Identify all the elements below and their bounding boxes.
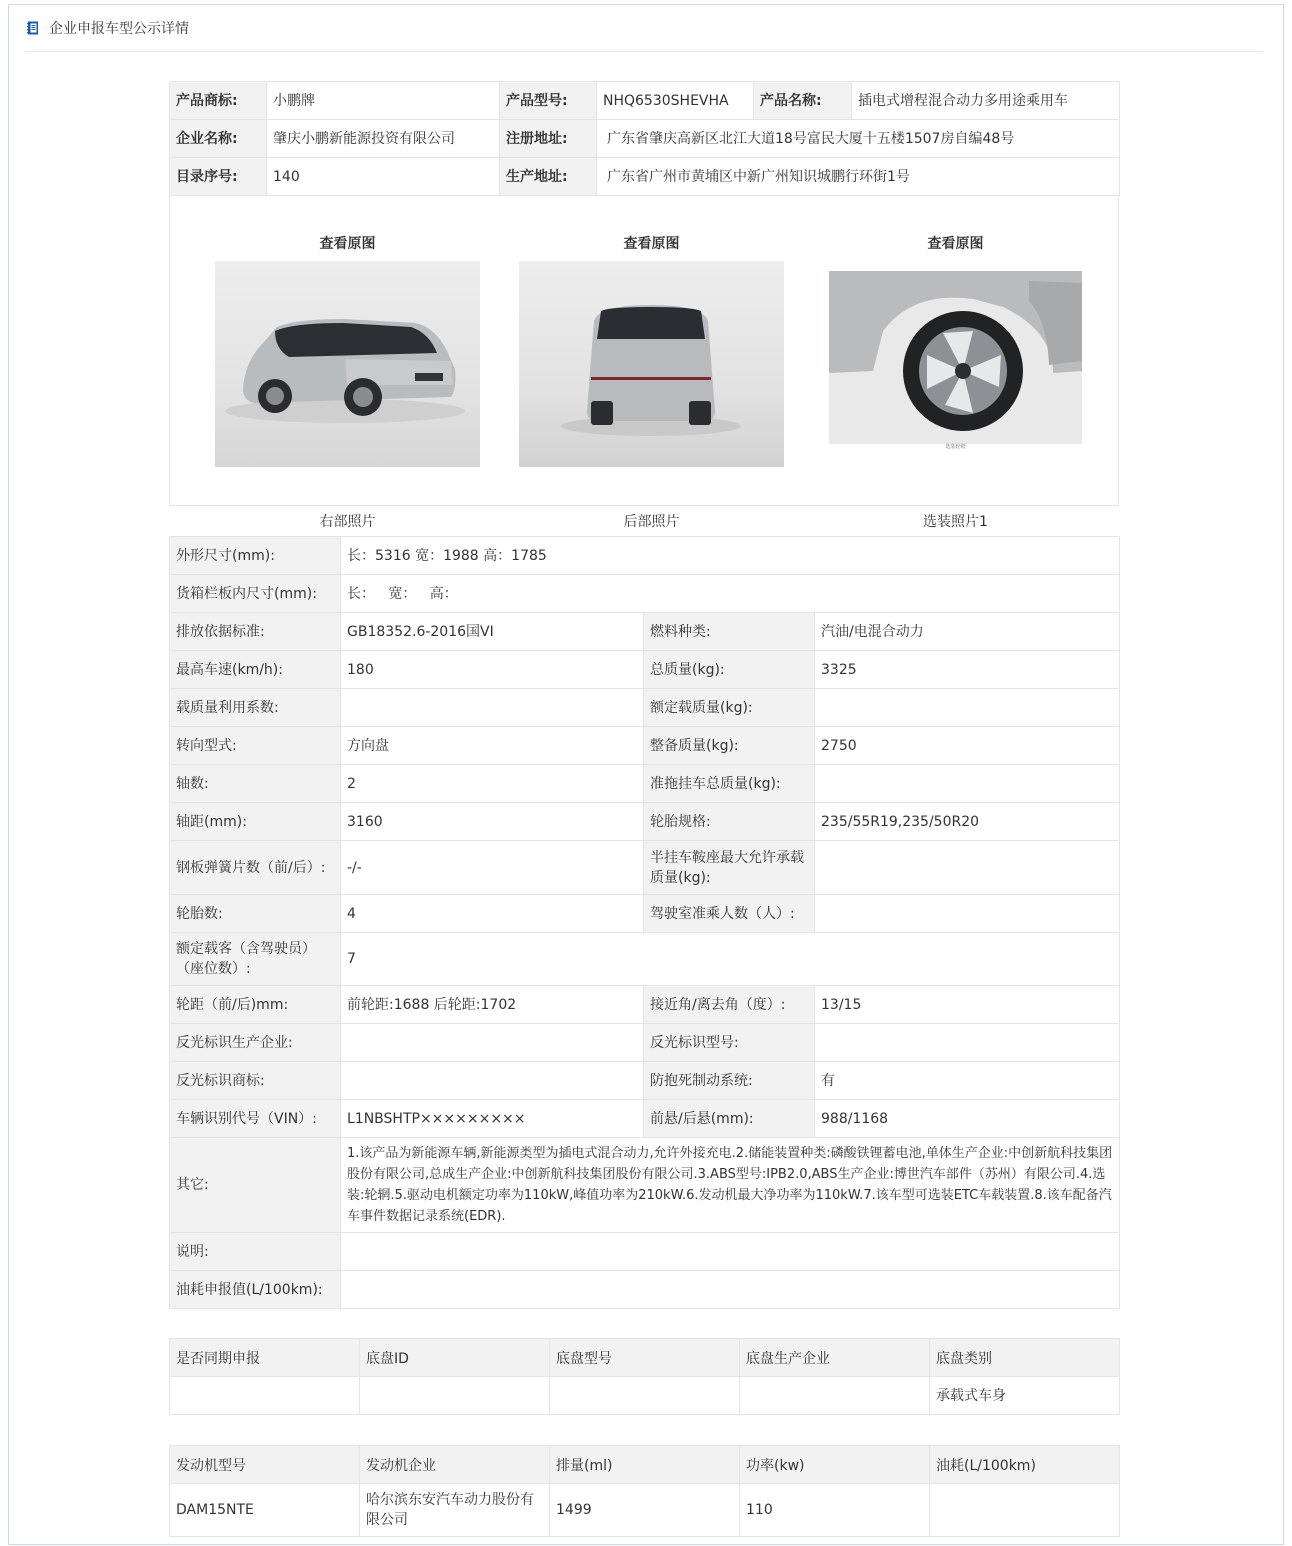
table-row bbox=[170, 689, 1120, 727]
consumption-label: 油耗申报值(L/100km): bbox=[170, 1271, 341, 1309]
dimension-value: 长：5316 宽：1988 高：1785 bbox=[341, 537, 1120, 575]
photo-right bbox=[215, 233, 480, 530]
total-mass-label: 总质量(kg): bbox=[644, 651, 815, 689]
reg-addr-label: 注册地址: bbox=[500, 120, 597, 158]
table-cell: 承载式车身 bbox=[930, 1377, 1120, 1415]
table-cell: 1499 bbox=[550, 1484, 740, 1537]
prod-addr-value: 广东省广州市黄埔区中新广州知识城鹏行环街1号 bbox=[597, 158, 1120, 196]
spring-value: -/- bbox=[341, 841, 644, 895]
table-row bbox=[170, 986, 1120, 1024]
wheelbase-value: 3160 bbox=[341, 803, 644, 841]
catalog-value: 140 bbox=[267, 158, 500, 196]
car-rear-image[interactable] bbox=[519, 261, 784, 467]
chassis-table bbox=[169, 1338, 1120, 1415]
table-row bbox=[170, 1100, 1120, 1138]
curb-value: 2750 bbox=[815, 727, 1120, 765]
table-row bbox=[170, 82, 1120, 120]
overhang-value: 988/1168 bbox=[815, 1100, 1120, 1138]
angle-value: 13/15 bbox=[815, 986, 1120, 1024]
table-row bbox=[170, 933, 1120, 986]
column-header: 底盘生产企业 bbox=[740, 1339, 930, 1377]
table-row bbox=[170, 765, 1120, 803]
table-cell: DAM15NTE bbox=[170, 1484, 360, 1537]
util-label: 载质量利用系数: bbox=[170, 689, 341, 727]
table-row bbox=[170, 1484, 1120, 1537]
axles-label: 轴数: bbox=[170, 765, 341, 803]
view-original-link[interactable]: 查看原图 bbox=[623, 236, 680, 252]
refl-brand-label: 反光标识商标: bbox=[170, 1062, 341, 1100]
track-value: 前轮距:1688 后轮距:1702 bbox=[341, 986, 644, 1024]
table-row bbox=[170, 841, 1120, 895]
tires-value: 4 bbox=[341, 895, 644, 933]
basic-info-table bbox=[169, 81, 1120, 196]
refl-maker-label: 反光标识生产企业: bbox=[170, 1024, 341, 1062]
column-header: 底盘类别 bbox=[930, 1339, 1120, 1377]
model-label: 产品型号: bbox=[500, 82, 597, 120]
util-value bbox=[341, 689, 644, 727]
photo-caption: 后部照片 bbox=[623, 514, 680, 530]
page-title: 企业申报车型公示详情 bbox=[49, 21, 189, 37]
refl-model-label: 反光标识型号: bbox=[644, 1024, 815, 1062]
saddle-value bbox=[815, 841, 1120, 895]
fuel-value: 汽油/电混合动力 bbox=[815, 613, 1120, 651]
column-header: 油耗(L/100km) bbox=[930, 1446, 1120, 1484]
angle-label: 接近角/离去角（度）: bbox=[644, 986, 815, 1024]
seats-label: 额定载客（含驾驶员）（座位数）: bbox=[170, 933, 341, 986]
abs-value: 有 bbox=[815, 1062, 1120, 1100]
vin-value: L1NBSHTP××××××××× bbox=[341, 1100, 644, 1138]
brand-value: 小鹏牌 bbox=[267, 82, 500, 120]
table-cell: 110 bbox=[740, 1484, 930, 1537]
table-row bbox=[170, 1377, 1120, 1415]
reg-addr-value: 广东省肇庆高新区北江大道18号富民大厦十五楼1507房自编48号 bbox=[597, 120, 1120, 158]
curb-label: 整备质量(kg): bbox=[644, 727, 815, 765]
cargo-value: 长： 宽： 高： bbox=[341, 575, 1120, 613]
table-row bbox=[170, 1233, 1120, 1271]
spring-label: 钢板弹簧片数（前/后）: bbox=[170, 841, 341, 895]
table-header-row bbox=[170, 1339, 1120, 1377]
cab-value bbox=[815, 895, 1120, 933]
column-header: 发动机型号 bbox=[170, 1446, 360, 1484]
view-original-link[interactable]: 查看原图 bbox=[927, 236, 984, 252]
table-cell bbox=[930, 1484, 1120, 1537]
table-row bbox=[170, 803, 1120, 841]
note-value bbox=[341, 1233, 1120, 1271]
dimension-label: 外形尺寸(mm): bbox=[170, 537, 341, 575]
table-cell bbox=[170, 1377, 360, 1415]
track-label: 轮距（前/后)mm: bbox=[170, 986, 341, 1024]
consumption-value bbox=[341, 1271, 1120, 1309]
photo-caption: 选装照片1 bbox=[923, 514, 988, 530]
steer-value: 方向盘 bbox=[341, 727, 644, 765]
table-row bbox=[170, 575, 1120, 613]
model-value: NHQ6530SHEVHA bbox=[597, 82, 754, 120]
tire-value: 235/55R19,235/50R20 bbox=[815, 803, 1120, 841]
table-row bbox=[170, 1138, 1120, 1233]
other-value: 1.该产品为新能源车辆,新能源类型为插电式混合动力,允许外接充电.2.储能装置种类:磷酸铁锂蓄电池,单体生产企业:中创新航科技集团股份有限公司,总成生产企业:中创新航科技集团股份有限公司.3.ABS型号:IPB2.0,ABS生产企业:博世汽车部件（苏州）有限公司.4.选装:轮辋.5.驱动电机额定功率为110kW,峰值功率为210kW.6.发动机最大净功率为110kW.7.该车型可选装ETC车载装置.8.该车配备汽车事件数据记录系统(EDR). bbox=[341, 1138, 1120, 1233]
total-mass-value: 3325 bbox=[815, 651, 1120, 689]
steer-label: 转向型式: bbox=[170, 727, 341, 765]
note-label: 说明: bbox=[170, 1233, 341, 1271]
axles-value: 2 bbox=[341, 765, 644, 803]
photo-caption: 右部照片 bbox=[319, 514, 376, 530]
table-cell: 哈尔滨东安汽车动力股份有限公司 bbox=[360, 1484, 550, 1537]
rated-load-label: 额定载质量(kg): bbox=[644, 689, 815, 727]
car-right-image[interactable] bbox=[215, 261, 480, 467]
product-name-label: 产品名称: bbox=[754, 82, 852, 120]
speed-label: 最高车速(km/h): bbox=[170, 651, 341, 689]
product-name-value: 插电式增程混合动力多用途乘用车 bbox=[852, 82, 1120, 120]
table-cell bbox=[740, 1377, 930, 1415]
saddle-label: 半挂车鞍座最大允许承载质量(kg): bbox=[644, 841, 815, 895]
table-row bbox=[170, 651, 1120, 689]
table-row bbox=[170, 613, 1120, 651]
tires-label: 轮胎数: bbox=[170, 895, 341, 933]
wheelbase-label: 轴距(mm): bbox=[170, 803, 341, 841]
table-row bbox=[170, 1062, 1120, 1100]
cargo-label: 货箱栏板内尺寸(mm): bbox=[170, 575, 341, 613]
photo-note: 选装轮毂 bbox=[945, 444, 966, 450]
table-cell bbox=[550, 1377, 740, 1415]
column-header: 排量(ml) bbox=[550, 1446, 740, 1484]
trailer-label: 准拖挂车总质量(kg): bbox=[644, 765, 815, 803]
table-row bbox=[170, 895, 1120, 933]
refl-brand-value bbox=[341, 1062, 644, 1100]
column-header: 是否同期申报 bbox=[170, 1339, 360, 1377]
table-cell bbox=[360, 1377, 550, 1415]
table-row bbox=[170, 1271, 1120, 1309]
photo-rear bbox=[519, 233, 784, 530]
seats-value: 7 bbox=[341, 933, 1120, 986]
table-row bbox=[170, 158, 1120, 196]
speed-value: 180 bbox=[341, 651, 644, 689]
emission-value: GB18352.6-2016国VI bbox=[341, 613, 644, 651]
catalog-label: 目录序号: bbox=[170, 158, 267, 196]
column-header: 底盘型号 bbox=[550, 1339, 740, 1377]
photo-gallery bbox=[169, 195, 1119, 530]
wheel-image[interactable] bbox=[823, 261, 1088, 467]
tire-label: 轮胎规格: bbox=[644, 803, 815, 841]
column-header: 底盘ID bbox=[360, 1339, 550, 1377]
column-header: 发动机企业 bbox=[360, 1446, 550, 1484]
overhang-label: 前悬/后悬(mm): bbox=[644, 1100, 815, 1138]
view-original-link[interactable]: 查看原图 bbox=[319, 236, 376, 252]
table-row bbox=[170, 727, 1120, 765]
company-label: 企业名称: bbox=[170, 120, 267, 158]
rated-load-value bbox=[815, 689, 1120, 727]
table-header-row bbox=[170, 1446, 1120, 1484]
page-header bbox=[25, 5, 1263, 52]
column-header: 功率(kw) bbox=[740, 1446, 930, 1484]
abs-label: 防抱死制动系统: bbox=[644, 1062, 815, 1100]
book-icon bbox=[27, 21, 39, 35]
prod-addr-label: 生产地址: bbox=[500, 158, 597, 196]
fuel-label: 燃料种类: bbox=[644, 613, 815, 651]
vin-label: 车辆识别代号（VIN）: bbox=[170, 1100, 341, 1138]
company-value: 肇庆小鹏新能源投资有限公司 bbox=[267, 120, 500, 158]
cab-label: 驾驶室准乘人数（人）: bbox=[644, 895, 815, 933]
other-label: 其它: bbox=[170, 1138, 341, 1233]
emission-label: 排放依据标准: bbox=[170, 613, 341, 651]
table-row bbox=[170, 537, 1120, 575]
photo-optional bbox=[823, 233, 1088, 530]
specs-table bbox=[169, 536, 1120, 1309]
refl-maker-value bbox=[341, 1024, 644, 1062]
table-row bbox=[170, 120, 1120, 158]
table-row bbox=[170, 1024, 1120, 1062]
engine-table bbox=[169, 1445, 1120, 1537]
trailer-value bbox=[815, 765, 1120, 803]
refl-model-value bbox=[815, 1024, 1120, 1062]
brand-label: 产品商标: bbox=[170, 82, 267, 120]
